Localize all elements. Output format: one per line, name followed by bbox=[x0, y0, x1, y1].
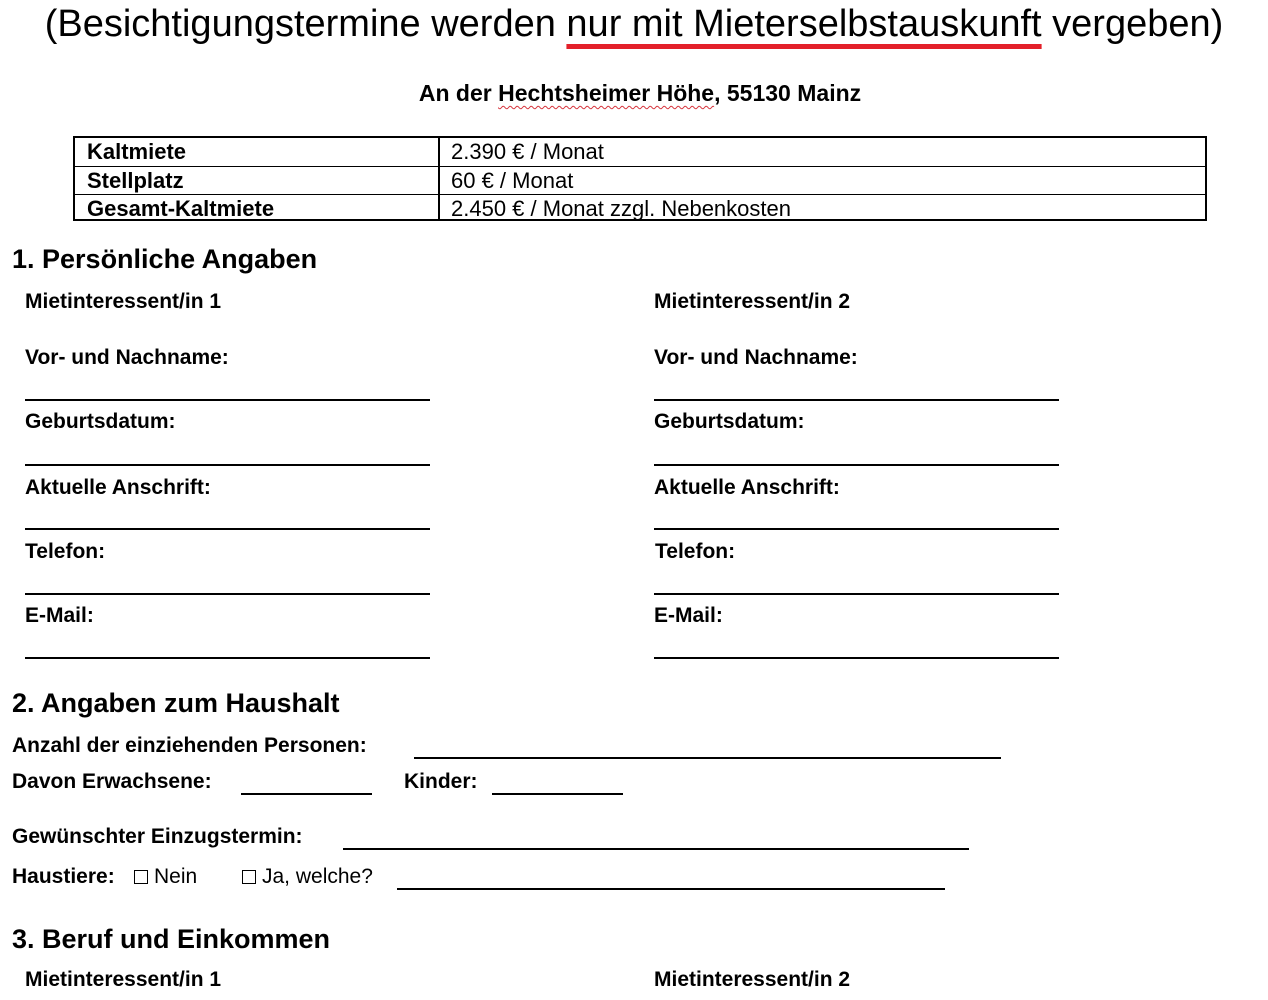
property-address bbox=[0, 78, 1268, 108]
children-line[interactable] bbox=[492, 793, 623, 795]
address-prefix: An der bbox=[418, 80, 499, 106]
address-line-applicant-2[interactable] bbox=[654, 528, 1059, 530]
birthdate-label: Geburtsdatum: bbox=[25, 410, 176, 433]
email-label: E-Mail: bbox=[25, 604, 94, 627]
address-label: Aktuelle Anschrift: bbox=[25, 476, 211, 499]
table-row bbox=[75, 194, 1205, 222]
pets-yes-option[interactable] bbox=[242, 864, 373, 890]
address-label: Aktuelle Anschrift: bbox=[654, 476, 840, 499]
section-title-household: 2. Angaben zum Haushalt bbox=[12, 688, 340, 718]
applicant-1-heading: Mietinteressent/in 1 bbox=[25, 968, 222, 991]
applicant-1-heading: Mietinteressent/in 1 bbox=[25, 290, 222, 313]
name-label: Vor- und Nachname: bbox=[654, 346, 858, 369]
rent-value: 60 € / Monat bbox=[451, 168, 574, 193]
viewing-notice-banner bbox=[0, 2, 1268, 46]
email-line-applicant-2[interactable] bbox=[654, 657, 1059, 659]
persons-line[interactable] bbox=[414, 757, 1001, 759]
address-suffix: , 55130 Mainz bbox=[714, 80, 862, 106]
table-row bbox=[75, 138, 1205, 165]
children-label: Kinder: bbox=[404, 770, 478, 793]
birthdate-label: Geburtsdatum: bbox=[654, 410, 805, 433]
email-label: E-Mail: bbox=[654, 604, 723, 627]
phone-label: Telefon: bbox=[25, 540, 106, 563]
birthdate-line-applicant-1[interactable] bbox=[25, 464, 430, 466]
section-title-employment: 3. Beruf und Einkommen bbox=[12, 924, 331, 954]
rent-label: Stellplatz bbox=[87, 168, 184, 193]
section-title-personal: 1. Persönliche Angaben bbox=[12, 244, 318, 274]
rent-label: Gesamt-Kaltmiete bbox=[87, 196, 275, 221]
applicant-2-heading: Mietinteressent/in 2 bbox=[654, 290, 851, 313]
rent-value: 2.450 € / Monat zzgl. Nebenkosten bbox=[451, 196, 791, 221]
move-in-label: Gewünschter Einzugstermin: bbox=[12, 825, 303, 848]
table-row bbox=[75, 166, 1205, 194]
address-line-applicant-1[interactable] bbox=[25, 528, 430, 530]
birthdate-line-applicant-2[interactable] bbox=[654, 464, 1059, 466]
phone-line-applicant-2[interactable] bbox=[654, 593, 1059, 595]
applicant-2-heading: Mietinteressent/in 2 bbox=[654, 968, 851, 991]
phone-line-applicant-1[interactable] bbox=[25, 593, 430, 595]
pets-no-text: Nein bbox=[154, 865, 198, 888]
banner-prefix: (Besichtigungstermine werden bbox=[44, 3, 567, 45]
pets-yes-text: Ja, welche? bbox=[262, 865, 373, 888]
banner-suffix: vergeben) bbox=[1041, 3, 1224, 45]
rent-label: Kaltmiete bbox=[87, 139, 187, 164]
adults-line[interactable] bbox=[241, 793, 372, 795]
phone-label: Telefon: bbox=[655, 540, 736, 563]
address-street: Hechtsheimer Höhe bbox=[498, 80, 715, 106]
name-label: Vor- und Nachname: bbox=[25, 346, 229, 369]
name-line-applicant-2[interactable] bbox=[654, 399, 1059, 401]
move-in-line[interactable] bbox=[343, 848, 969, 850]
pets-which-line[interactable] bbox=[397, 888, 945, 890]
rent-value: 2.390 € / Monat bbox=[451, 139, 604, 164]
pets-yes-checkbox[interactable] bbox=[242, 870, 256, 884]
email-line-applicant-1[interactable] bbox=[25, 657, 430, 659]
name-line-applicant-1[interactable] bbox=[25, 399, 430, 401]
pets-label: Haustiere: bbox=[12, 865, 115, 888]
pets-no-option[interactable] bbox=[134, 864, 197, 890]
adults-label: Davon Erwachsene: bbox=[12, 770, 212, 793]
persons-label: Anzahl der einziehenden Personen: bbox=[12, 734, 367, 757]
rent-table bbox=[73, 136, 1207, 221]
banner-emphasis: nur mit Mieterselbstauskunft bbox=[566, 3, 1042, 45]
pets-no-checkbox[interactable] bbox=[134, 870, 148, 884]
